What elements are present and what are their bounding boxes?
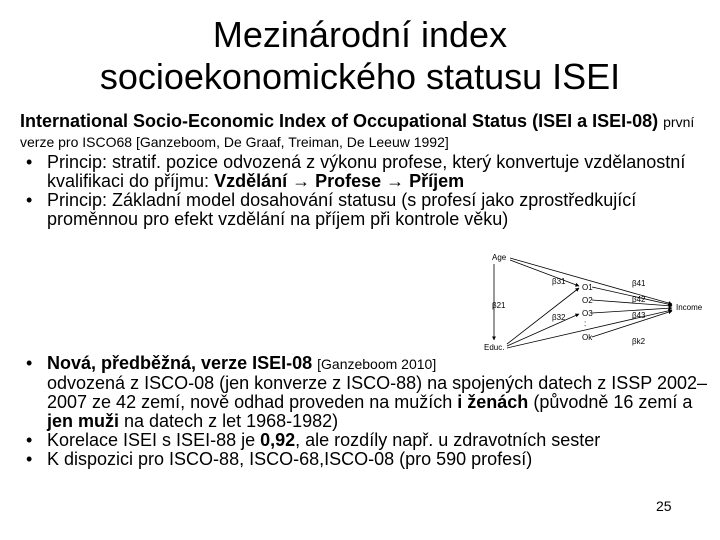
- node-age: Age: [492, 253, 507, 262]
- bullet-citation: [Ganzeboom 2010]: [317, 356, 437, 372]
- bullet-marker: •: [26, 353, 33, 373]
- bullet-text: , ale rozdíly např. u zdravotních sester: [295, 430, 601, 450]
- bullet-marker: •: [26, 152, 33, 172]
- bullet-list-top: [20, 153, 710, 229]
- bullet-text: na datech z let 1968-1982): [119, 411, 339, 431]
- status-attainment-diagram: [482, 248, 712, 358]
- intro-paragraph: [20, 112, 710, 152]
- bullet-bold: Vzdělání → Profese → Příjem: [214, 171, 465, 191]
- bullet-text: odvozená z ISCO-08 (jen konverze z ISCO-88) na spojených datech z ISSP 2002–2007 ze 42 zemí, nově odhad proveden na mužích: [47, 373, 708, 412]
- bullet-bold-men-only: jen muži: [47, 411, 120, 431]
- node-ok: Ok: [582, 333, 593, 342]
- intro-lead: International Socio-Economic Index of Occupational Status (ISEI a ISEI-08): [20, 111, 659, 131]
- coef-b43: β43: [632, 311, 646, 320]
- title-line-1: Mezinárodní index: [212, 14, 508, 55]
- bullet-text: (původně 16 zemí a: [533, 392, 693, 412]
- title-line-2: socioekonomického statusu ISEI: [99, 56, 621, 97]
- intro-note: první verze pro ISCO68 [Ganzeboom, De Graaf, Treiman, De Leeuw 1992]: [20, 114, 695, 150]
- bullet-text: Princip: stratif. pozice odvozená z výkonu profese, který konvertuje vzdělanostní kvalifikaci do příjmu:: [47, 152, 686, 191]
- bullet-marker: •: [26, 430, 33, 450]
- bullet-text: Korelace ISEI s ISEI-88 je: [47, 430, 261, 450]
- edge-educ-o3: [507, 314, 579, 346]
- page-number: 25: [656, 498, 672, 514]
- bullet-text: Princip: Základní model dosahování statusu (s profesí jako zprostředkující proměnnou pro efekt vzdělání na příjem při kontrole věku): [47, 190, 637, 229]
- list-item: [20, 354, 710, 431]
- list-item: [20, 431, 710, 450]
- node-o3: O3: [582, 309, 593, 318]
- coef-b4k: βk2: [632, 337, 646, 346]
- node-o1: O1: [582, 283, 593, 292]
- coef-b42: β42: [632, 295, 646, 304]
- list-item: [20, 450, 710, 469]
- list-item: [20, 153, 710, 191]
- bullet-text: K dispozici pro ISCO-88, ISCO-68,ISCO-08 (pro 590 profesí): [47, 449, 533, 469]
- coef-b31: β31: [552, 277, 566, 286]
- bullet-list-bottom: [20, 354, 710, 469]
- bullet-marker: •: [26, 190, 33, 210]
- edge-educ-o1: [507, 288, 579, 344]
- edge-age-o1: [510, 260, 579, 286]
- node-o2: O2: [582, 296, 593, 305]
- bullet-bold: Nová, předběžná, verze ISEI-08: [47, 353, 313, 373]
- node-educ: Educ.: [484, 343, 505, 352]
- bullet-bold-women: i ženách: [457, 392, 529, 412]
- coef-b32: β32: [552, 313, 566, 322]
- slide-title: [0, 14, 720, 98]
- node-dots: :: [584, 319, 587, 328]
- coef-b21: β21: [492, 301, 506, 310]
- bullet-bold: 0,92: [260, 430, 296, 450]
- coef-b41: β41: [632, 279, 646, 288]
- node-income: Income: [676, 303, 703, 312]
- list-item: [20, 191, 710, 229]
- bullet-marker: •: [26, 449, 33, 469]
